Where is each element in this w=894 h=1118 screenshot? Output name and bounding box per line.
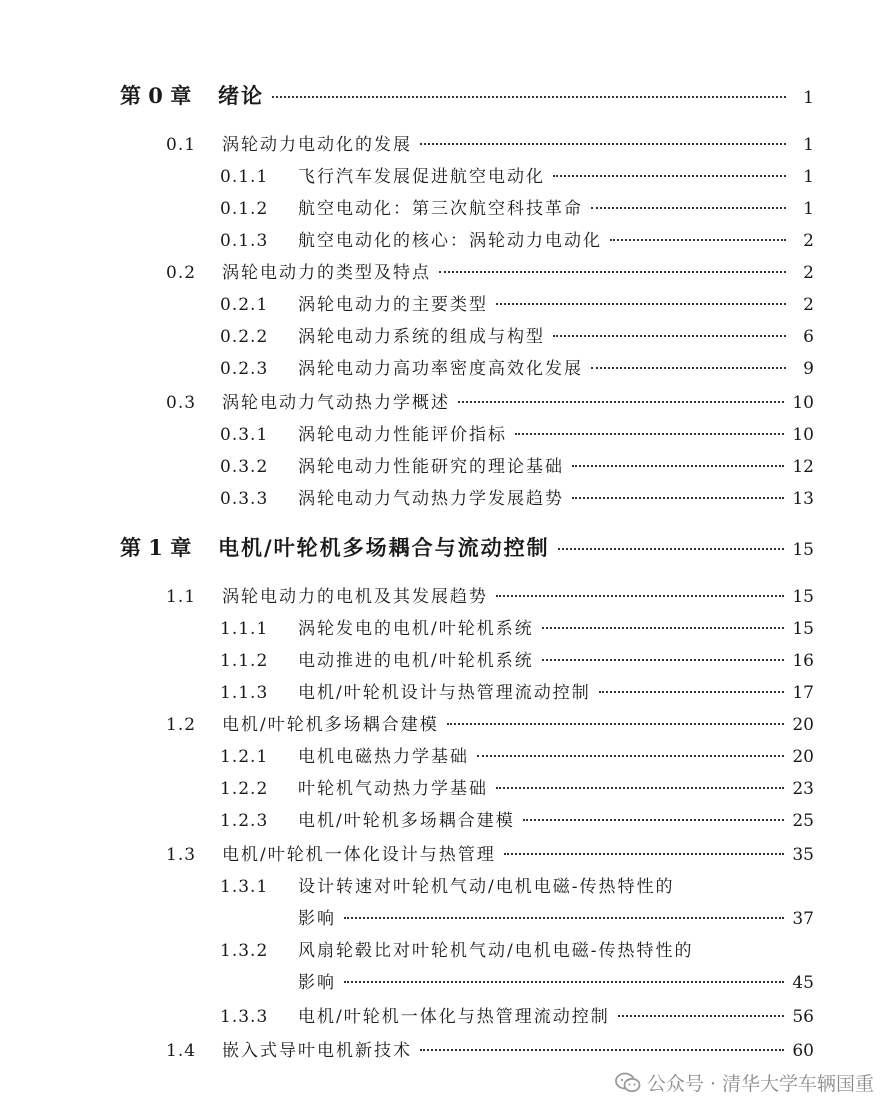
toc-page: 23 [792, 779, 814, 799]
toc-page: 12 [792, 457, 814, 477]
toc-entry [298, 904, 814, 929]
toc-title: 涡轮电动力的电机及其发展趋势 [222, 587, 488, 607]
dot-leader [553, 175, 786, 177]
toc-number: 0.3.1 [220, 425, 269, 445]
toc-entry [220, 936, 814, 961]
toc-title: 影响 [298, 909, 336, 929]
toc-title: 涡轮动力电动化的发展 [222, 135, 412, 155]
toc-entry [166, 582, 814, 607]
dot-leader [523, 819, 785, 821]
toc-number: 1.2.3 [220, 811, 269, 831]
toc-page: 6 [803, 327, 814, 347]
dot-leader [272, 96, 786, 98]
dot-leader [591, 367, 786, 369]
toc-number: 0.1 [166, 135, 197, 155]
toc-page: 20 [792, 715, 814, 735]
toc-title: 叶轮机气动热力学基础 [298, 779, 488, 799]
toc-title: 影响 [298, 973, 336, 993]
toc-page: 45 [792, 973, 814, 993]
toc-number: 1.1 [166, 587, 197, 607]
dot-leader [496, 595, 784, 597]
toc-number: 第 0 章 [120, 83, 192, 108]
toc-title: 涡轮电动力性能评价指标 [298, 425, 507, 445]
toc-title: 航空电动化：第三次航空科技革命 [298, 199, 583, 219]
dot-leader [599, 691, 785, 693]
dot-leader [344, 917, 784, 919]
toc-title: 涡轮电动力高功率密度高效化发展 [298, 359, 583, 379]
toc-page: 13 [792, 489, 814, 509]
toc-number: 0.2.2 [220, 327, 269, 347]
watermark-text: 公众号 · 清华大学车辆国重 [646, 1073, 874, 1095]
toc-number: 0.1.2 [220, 199, 269, 219]
dot-leader [458, 401, 784, 403]
toc-entry [220, 806, 814, 831]
toc-number: 1.2 [166, 715, 197, 735]
dot-leader [439, 271, 786, 273]
toc-page: 56 [792, 1007, 814, 1027]
toc-entry [166, 1036, 814, 1061]
toc-number: 1.1.2 [220, 651, 269, 671]
toc-title: 绪论 [218, 83, 264, 108]
toc-number: 1.3.2 [220, 941, 269, 961]
wechat-icon [615, 1072, 641, 1094]
toc-page: 15 [792, 619, 814, 639]
toc-entry [166, 130, 814, 155]
toc-number: 1.2.2 [220, 779, 269, 799]
toc-title: 电机电磁热力学基础 [298, 747, 469, 767]
toc-page: 1 [803, 167, 814, 187]
toc-title: 涡轮电动力性能研究的理论基础 [298, 457, 564, 477]
watermark [615, 1069, 874, 1096]
toc-number: 0.2.1 [220, 295, 269, 315]
toc-page: 60 [792, 1041, 814, 1061]
toc-number: 1.1.1 [220, 619, 269, 639]
toc-page: 37 [792, 909, 814, 929]
toc-entry [220, 420, 814, 445]
toc-title: 涡轮发电的电机/叶轮机系统 [298, 619, 534, 639]
toc-page: 1 [803, 135, 814, 155]
toc-entry [220, 484, 814, 509]
dot-leader [477, 755, 784, 757]
dot-leader [496, 787, 784, 789]
toc-entry [298, 968, 814, 993]
toc-number: 1.4 [166, 1041, 197, 1061]
toc-title: 电机/叶轮机一体化与热管理流动控制 [298, 1007, 610, 1027]
toc-number: 第 1 章 [120, 535, 192, 560]
toc-entry [220, 452, 814, 477]
toc-page: 9 [803, 359, 814, 379]
toc-title: 电机/叶轮机多场耦合与流动控制 [218, 535, 550, 560]
toc-title: 涡轮电动力系统的组成与构型 [298, 327, 545, 347]
toc-number: 1.3 [166, 845, 197, 865]
toc-entry [220, 322, 814, 347]
toc-number: 0.3 [166, 393, 197, 413]
toc-number: 1.3.3 [220, 1007, 269, 1027]
dot-leader [591, 207, 786, 209]
dot-leader [447, 723, 785, 725]
toc-number: 1.2.1 [220, 747, 269, 767]
toc-entry [220, 742, 814, 767]
toc-page: 17 [792, 683, 814, 703]
dot-leader [420, 143, 786, 145]
toc-page: 15 [792, 540, 814, 560]
toc-entry [220, 194, 814, 219]
toc-number: 0.1.1 [220, 167, 269, 187]
toc-page: 1 [803, 199, 814, 219]
dot-leader [618, 1015, 785, 1017]
toc-page: 10 [792, 393, 814, 413]
toc-entry [166, 710, 814, 735]
toc-title: 涡轮电动力的类型及特点 [222, 263, 431, 283]
dot-leader [515, 433, 784, 435]
toc-entry [166, 388, 814, 413]
dot-leader [542, 659, 785, 661]
toc-page: 2 [803, 263, 814, 283]
toc-page: 15 [792, 587, 814, 607]
toc-title: 嵌入式导叶电机新技术 [222, 1041, 412, 1061]
toc-title: 电机/叶轮机一体化设计与热管理 [222, 845, 496, 865]
dot-leader [420, 1049, 784, 1051]
toc-title: 涡轮电动力气动热力学发展趋势 [298, 489, 564, 509]
toc-page: 35 [792, 845, 814, 865]
toc-title: 航空电动化的核心：涡轮动力电动化 [298, 231, 602, 251]
toc-page: 1 [803, 88, 814, 108]
toc-entry [120, 80, 814, 110]
toc-entry [120, 532, 814, 562]
dot-leader [542, 627, 785, 629]
dot-leader [496, 303, 786, 305]
toc-title: 设计转速对叶轮机气动/电机电磁-传热特性的 [298, 877, 675, 897]
toc-number: 0.2 [166, 263, 197, 283]
toc-entry [220, 774, 814, 799]
toc-number: 0.3.2 [220, 457, 269, 477]
toc-title: 电机/叶轮机设计与热管理流动控制 [298, 683, 591, 703]
toc-entry [220, 872, 814, 897]
toc-page: 20 [792, 747, 814, 767]
toc-number: 0.1.3 [220, 231, 269, 251]
toc-entry [166, 258, 814, 283]
toc-title: 电动推进的电机/叶轮机系统 [298, 651, 534, 671]
toc-page: 16 [792, 651, 814, 671]
dot-leader [344, 981, 784, 983]
toc-page: 2 [803, 295, 814, 315]
toc-title: 涡轮电动力的主要类型 [298, 295, 488, 315]
dot-leader [572, 465, 784, 467]
toc-number: 1.1.3 [220, 683, 269, 703]
toc-page: 2 [803, 231, 814, 251]
toc-entry [220, 290, 814, 315]
toc-title: 飞行汽车发展促进航空电动化 [298, 167, 545, 187]
toc-page: 25 [792, 811, 814, 831]
toc-title: 电机/叶轮机多场耦合建模 [222, 715, 439, 735]
toc-entry [220, 1002, 814, 1027]
toc-title: 电机/叶轮机多场耦合建模 [298, 811, 515, 831]
toc-number: 1.3.1 [220, 877, 269, 897]
toc-title: 涡轮电动力气动热力学概述 [222, 393, 450, 413]
toc-entry [166, 840, 814, 865]
toc-entry [220, 646, 814, 671]
toc-number: 0.3.3 [220, 489, 269, 509]
toc-entry [220, 354, 814, 379]
toc-entry [220, 162, 814, 187]
toc-entry [220, 226, 814, 251]
toc-title: 风扇轮毂比对叶轮机气动/电机电磁-传热特性的 [298, 941, 694, 961]
dot-leader [553, 335, 786, 337]
dot-leader [610, 239, 786, 241]
dot-leader [572, 497, 784, 499]
toc-page: 10 [792, 425, 814, 445]
toc-number: 0.2.3 [220, 359, 269, 379]
dot-leader [558, 548, 785, 550]
dot-leader [504, 853, 785, 855]
toc-entry [220, 614, 814, 639]
toc-entry [220, 678, 814, 703]
